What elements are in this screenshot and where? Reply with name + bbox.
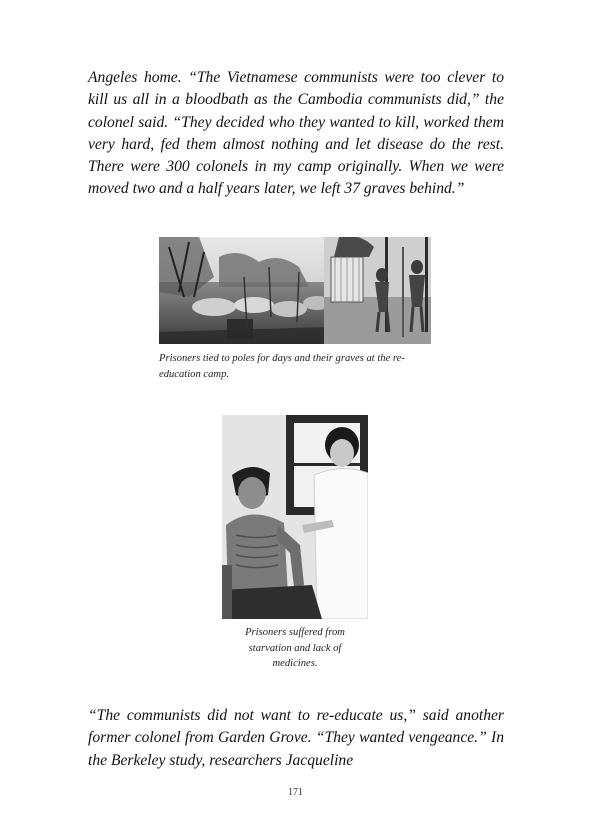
figure-caption-1: Prisoners tied to poles for days and their graves at the re-education camp.: [159, 353, 405, 380]
body-paragraph-top: Angeles home. “The Vietnamese communists were too clever to kill us all in a bloodbath as the Cambodia communists did,” the colonel said. “They decided who they wanted to kill, worked them very hard, fed them almost nothing and let disease do the rest. There were 300 colonels in my camp originally. When we were moved two and a half years later, we left 37 graves behind.”: [88, 69, 504, 198]
camp-graves-photo: [159, 237, 431, 344]
page-number: 171: [288, 787, 303, 798]
body-paragraph-bottom: “The communists did not want to re-educate us,” said another former colonel from Garden Grove. “They wanted vengeance.” In the Berkeley study, researchers Jacqueline: [88, 707, 504, 769]
starved-prisoner-photo: [222, 415, 368, 619]
figure-caption-2: Prisoners suffered from starvation and lack of medicines.: [245, 627, 345, 669]
